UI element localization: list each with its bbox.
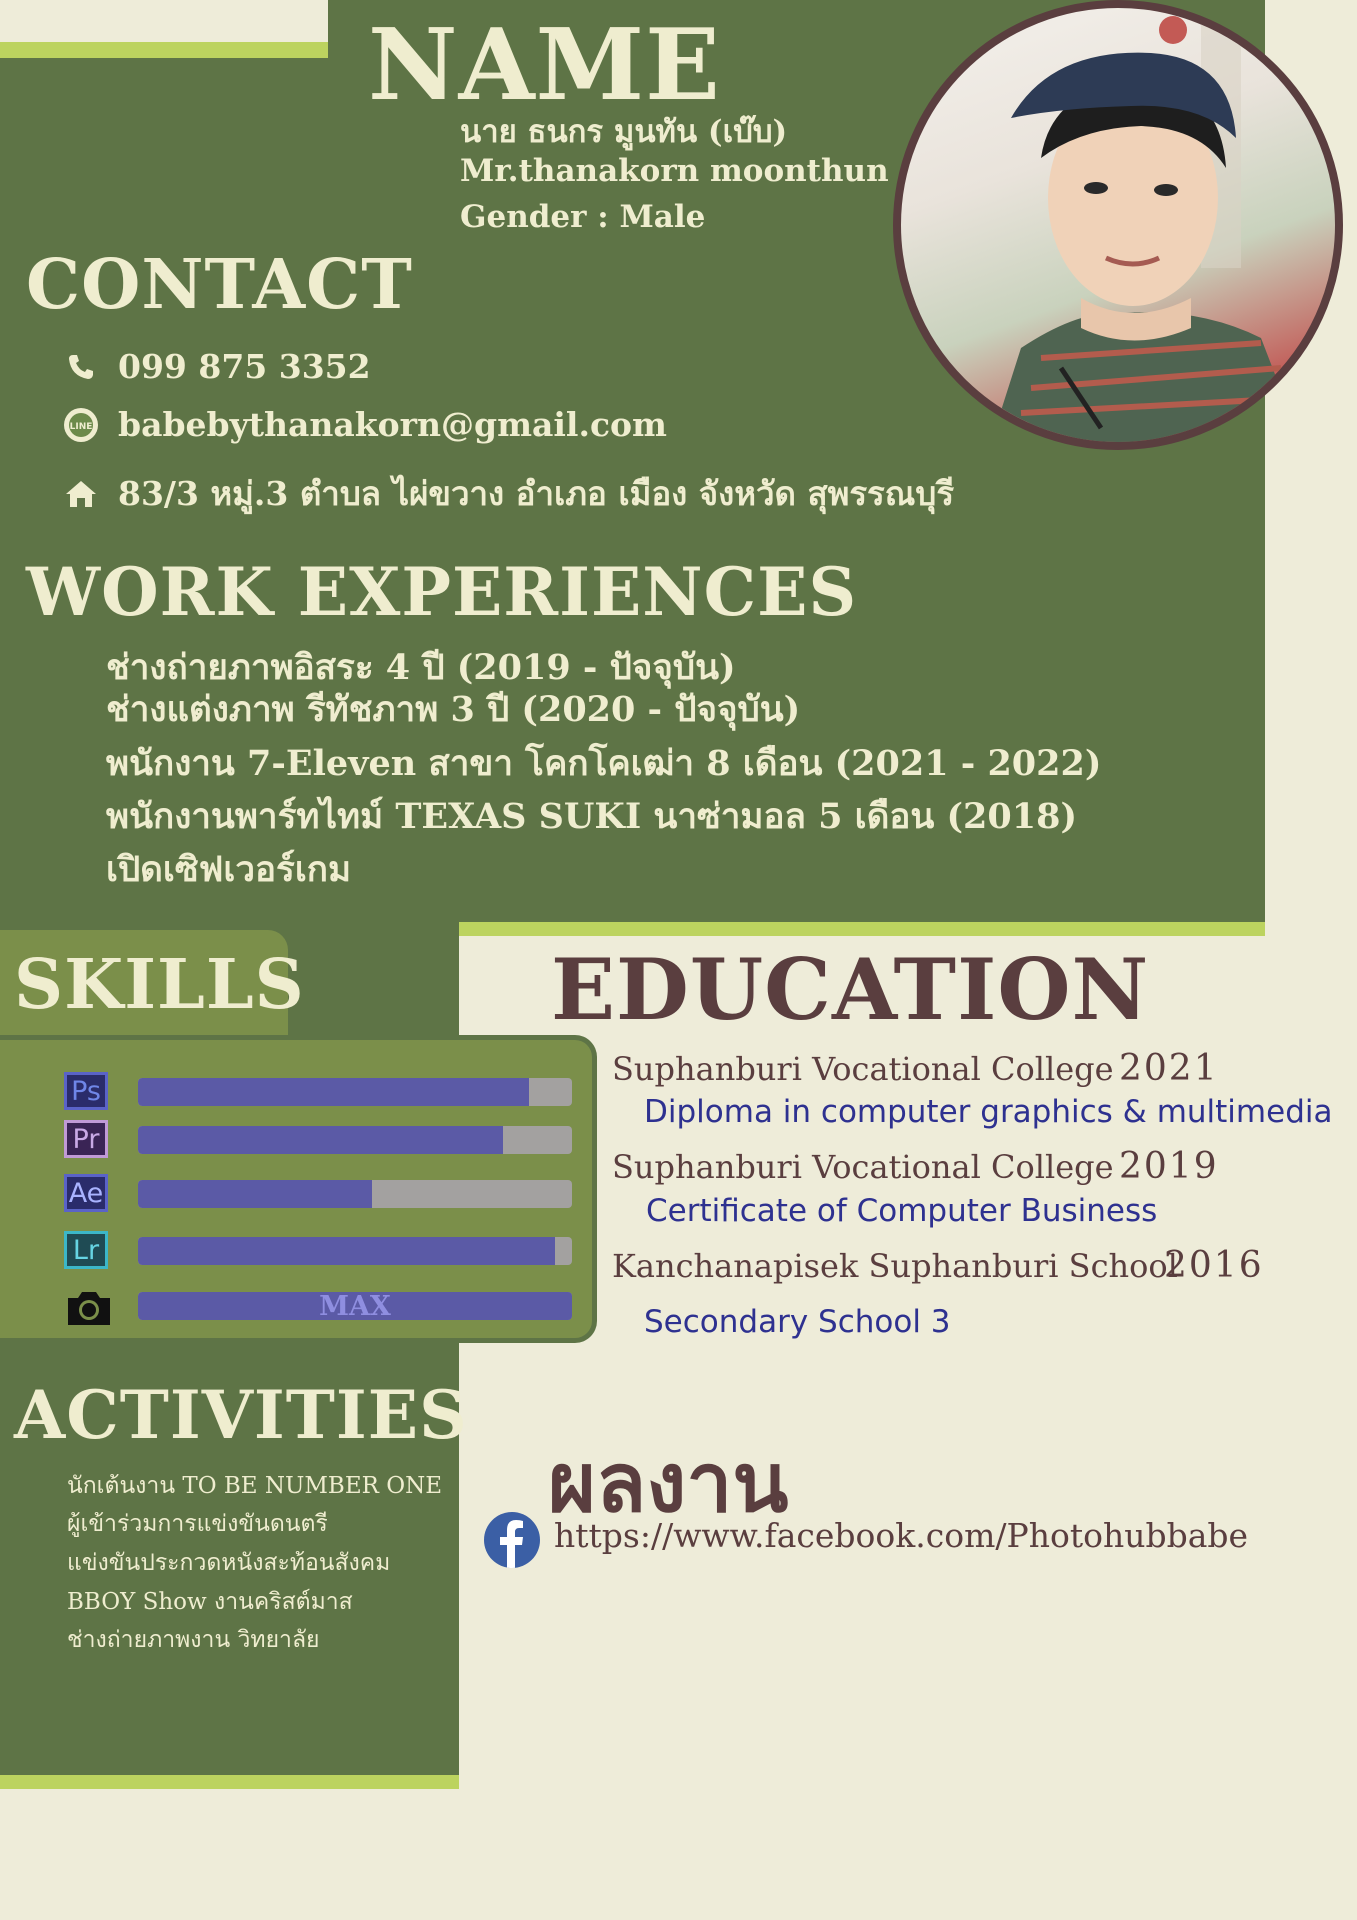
skill-bar (138, 1237, 572, 1265)
thai-name: นาย ธนกร มูนทัน (เบ๊บ) (460, 114, 788, 150)
activity-item: ผู้เข้าร่วมการแข่งขันดนตรี (67, 1511, 328, 1537)
work-item: เปิดเซิฟเวอร์เกม (106, 849, 352, 890)
gender: Gender : Male (460, 199, 706, 235)
edu-degree: Certificate of Computer Business (646, 1193, 1158, 1229)
contact-heading: CONTACT (26, 245, 413, 325)
work-item: พนักงาน 7-Eleven สาขา โคกโคเฒ่า 8 เดือน (2021 - 2022) (106, 743, 1102, 784)
facebook-icon[interactable] (484, 1512, 540, 1568)
edu-school: Kanchanapisek Suphanburi School (612, 1247, 1178, 1285)
photoshop-icon: Ps (64, 1072, 108, 1110)
edu-school: Suphanburi Vocational College (612, 1050, 1114, 1088)
activity-item: แข่งขันประกวดหนังสะท้อนสังคม (67, 1550, 391, 1576)
portfolio-heading: ผลงาน (548, 1436, 789, 1531)
edu-school: Suphanburi Vocational College (612, 1148, 1114, 1186)
skill-bar (138, 1180, 572, 1208)
home-icon (62, 475, 100, 513)
top-accent-bar (0, 42, 328, 58)
skill-bar-fill (138, 1180, 372, 1208)
profile-photo (893, 0, 1343, 450)
phone-number[interactable]: 099 875 3352 (118, 347, 371, 386)
edu-year: 2019 (1119, 1146, 1219, 1187)
activity-item: BBOY Show งานคริสต์มาส (67, 1589, 353, 1615)
max-label: MAX (319, 1292, 391, 1320)
name-heading: NAME (368, 8, 721, 123)
skill-bar-fill (138, 1237, 555, 1265)
portrait-illustration (901, 8, 1335, 442)
skill-bar (138, 1126, 572, 1154)
address-text: 83/3 หมู่.3 ตำบล ไผ่ขวาง อำเภอ เมือง จังหวัด สุพรรณบุรี (118, 474, 955, 513)
skill-bar-fill (138, 1126, 503, 1154)
education-heading: EDUCATION (551, 940, 1150, 1039)
line-icon (62, 406, 100, 444)
premiere-icon: Pr (64, 1120, 108, 1158)
skills-box (0, 1035, 597, 1343)
activity-item: นักเต้นงาน TO BE NUMBER ONE (67, 1473, 443, 1499)
activities-heading: ACTIVITIES (14, 1376, 468, 1454)
edu-degree: Secondary School 3 (644, 1304, 951, 1340)
line-id[interactable]: babebythanakorn@gmail.com (118, 405, 667, 444)
contact-address (62, 467, 954, 520)
work-item: พนักงานพาร์ทไทม์ TEXAS SUKI นาซ่ามอล 5 เดือน (2018) (106, 796, 1078, 837)
facebook-link[interactable]: https://www.facebook.com/Photohubbabe (554, 1516, 1249, 1555)
skill-bar (138, 1292, 572, 1320)
after-effects-icon: Ae (64, 1174, 108, 1212)
skill-bar-fill (138, 1078, 529, 1106)
activity-item: ช่างถ่ายภาพงาน วิทยาลัย (67, 1627, 320, 1653)
skill-bar (138, 1078, 572, 1106)
english-name: Mr.thanakorn moonthun (460, 153, 889, 189)
work-heading: WORK EXPERIENCES (26, 553, 858, 631)
contact-phone (62, 347, 371, 386)
work-item: ช่างแต่งภาพ รีทัชภาพ 3 ปี (2020 - ปัจจุบัน) (106, 689, 801, 730)
contact-line (62, 405, 667, 444)
education-accent-bar (459, 922, 1265, 936)
bottom-accent-bar (0, 1775, 459, 1789)
top-cream-corner (0, 0, 328, 42)
svg-text:LINE: LINE (69, 421, 93, 432)
edu-year: 2021 (1119, 1048, 1219, 1089)
edu-degree: Diploma in computer graphics & multimedia (644, 1094, 1333, 1130)
skills-heading: SKILLS (14, 945, 305, 1025)
edu-year: 2016 (1164, 1245, 1264, 1286)
work-item: ช่างถ่ายภาพอิสระ 4 ปี (2019 - ปัจจุบัน) (106, 647, 736, 688)
camera-icon (64, 1288, 114, 1328)
lightroom-icon: Lr (64, 1231, 108, 1269)
phone-icon (62, 348, 100, 386)
